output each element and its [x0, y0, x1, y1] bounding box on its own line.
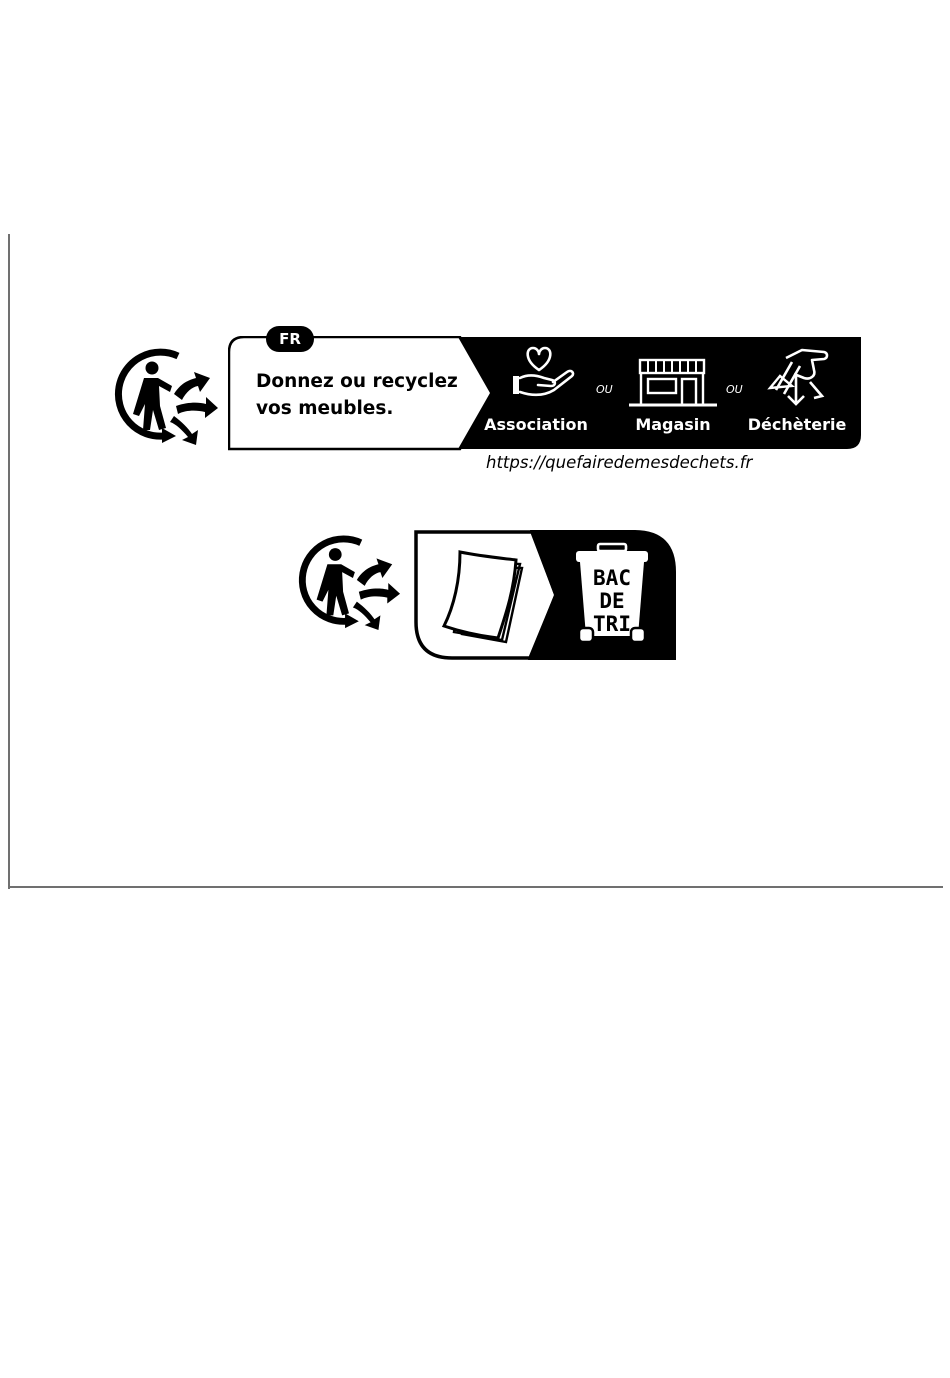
info-url[interactable]: https://quefairedemesdechets.fr [486, 453, 753, 472]
paper-sheets-icon [440, 548, 530, 644]
headline-line-2: vos meubles. [256, 398, 394, 419]
triman-icon-2 [296, 528, 402, 632]
separator-ou-1: OU [596, 383, 613, 396]
bin-line-1: BAC [593, 566, 631, 590]
frame-bottom-border [8, 886, 943, 888]
country-badge: FR [266, 326, 314, 352]
bin-line-2: DE [599, 589, 625, 613]
headline [256, 368, 466, 422]
recycling-center-icon [766, 346, 830, 408]
option-decheterie-label: Déchèterie [747, 415, 847, 434]
sorting-bin-text [587, 567, 637, 636]
shop-icon [628, 357, 718, 409]
separator-ou-2: OU [726, 383, 743, 396]
option-association-label: Association [484, 415, 588, 434]
bin-line-3: TRI [593, 612, 631, 636]
hand-heart-icon [506, 344, 576, 402]
triman-icon [112, 342, 220, 446]
option-magasin-label: Magasin [635, 415, 711, 434]
frame-left-border [8, 234, 10, 889]
headline-line-1: Donnez ou recyclez [256, 371, 458, 392]
